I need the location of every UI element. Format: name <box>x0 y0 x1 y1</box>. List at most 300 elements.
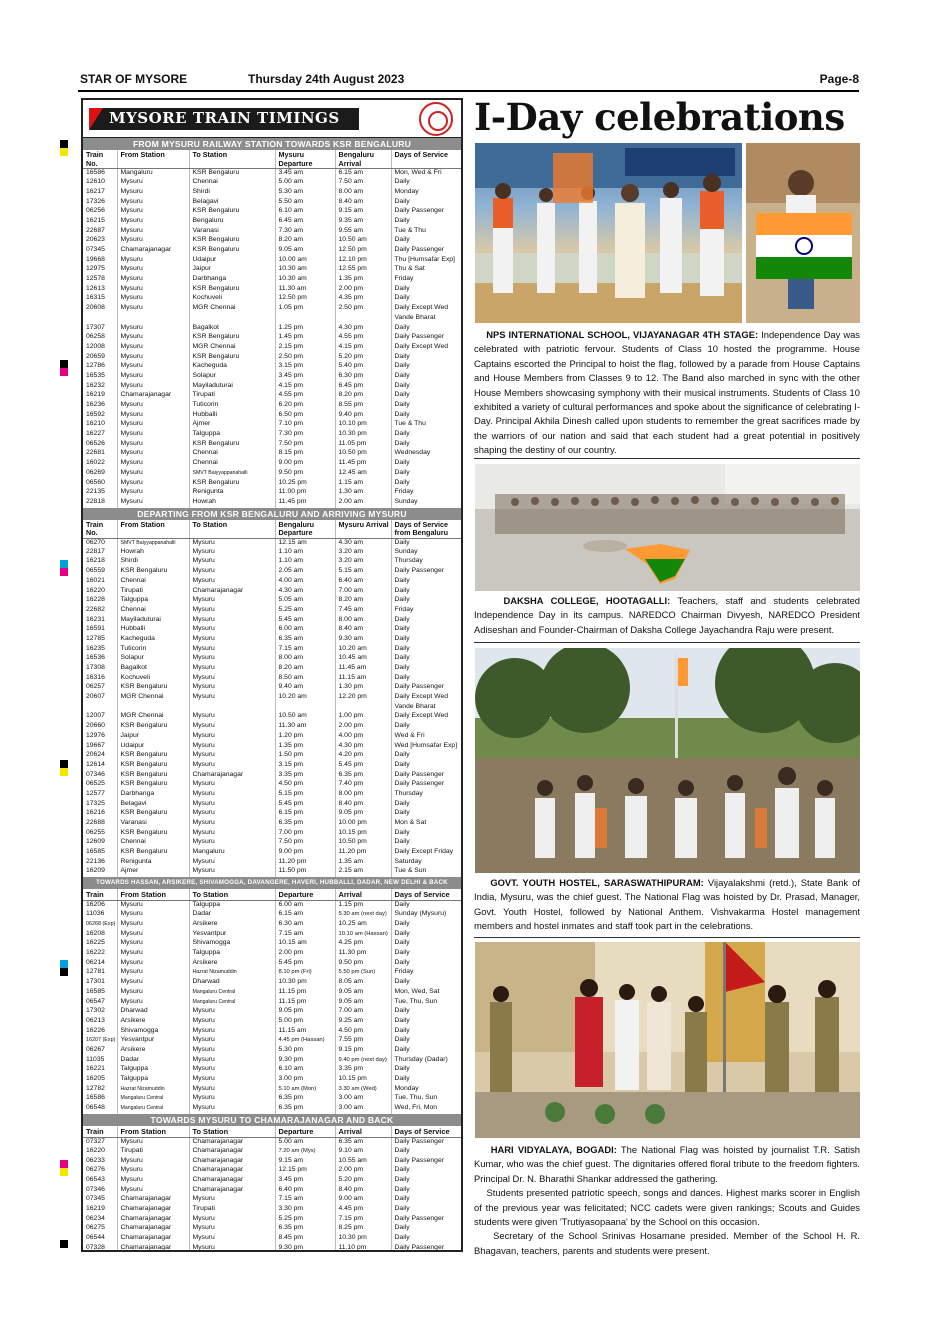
table-cell: 11.15 am <box>275 1027 335 1037</box>
table-cell: KSR Bengaluru <box>189 207 275 217</box>
table-cell: 5.00 am <box>275 178 335 188</box>
table-cell: 06269 <box>83 469 117 479</box>
table-cell: 4.45 pm <box>335 1205 391 1215</box>
table-cell: 5.05 am <box>275 596 335 606</box>
table-cell: Daily Passenger <box>394 1243 444 1251</box>
table-row <box>83 1075 461 1085</box>
table-row <box>83 256 461 266</box>
table-cell: Mysuru <box>117 910 189 920</box>
table-row <box>83 333 461 343</box>
table-cell: Daily <box>394 538 410 546</box>
table-cell: 11035 <box>83 1056 117 1066</box>
table-row <box>83 246 461 256</box>
column-header: From Station <box>117 520 189 539</box>
table-row <box>83 557 461 567</box>
table-cell: 4.30 am <box>275 587 335 597</box>
table-cell: 7.30 am <box>275 227 335 237</box>
table-header-row <box>83 1126 461 1138</box>
table-cell: Mysuru <box>189 557 275 567</box>
table-cell: Mysuru <box>117 469 189 479</box>
table-cell: Mon & Sat <box>394 819 427 826</box>
table-cell: 16586 <box>83 169 117 179</box>
table-cell: Daily <box>394 323 410 331</box>
table-cell: 16228 <box>83 596 117 606</box>
table-row <box>83 1244 461 1252</box>
table-cell: 10.50 am <box>335 236 391 246</box>
table-row <box>83 780 461 790</box>
table-cell: 16220 <box>83 1147 117 1157</box>
table-row <box>83 1195 461 1205</box>
table-cell <box>275 314 335 324</box>
table-cell: 9.50 pm <box>335 959 391 969</box>
table-cell: 6.00 am <box>275 625 335 635</box>
table-cell: Saturday <box>394 857 422 865</box>
table-cell: 1.35 pm <box>275 742 335 752</box>
table-cell: 10.30 pm <box>275 978 335 988</box>
table-cell: Mysuru <box>189 1036 275 1046</box>
table-cell: 9.40 pm <box>335 411 391 421</box>
table-cell: 11.30 am <box>275 722 335 732</box>
table-row <box>83 1007 461 1017</box>
table-cell: 6.15 am <box>275 910 335 920</box>
table-row <box>83 901 461 911</box>
table-cell: 5.45 pm <box>275 800 335 810</box>
table-cell: Kacheguda <box>189 362 275 372</box>
table-cell: 8.50 am <box>275 674 335 684</box>
table-cell: 16227 <box>83 430 117 440</box>
table-cell: Mysuru <box>117 198 189 208</box>
table-cell: 8.40 pm <box>335 800 391 810</box>
table-cell: 10.00 am <box>275 256 335 266</box>
table-cell: Daily <box>394 459 410 467</box>
table-cell: Mysuru <box>189 1104 275 1114</box>
table-cell: Daily <box>394 1195 410 1203</box>
table-cell: Daily Passenger <box>394 1156 444 1164</box>
table-cell: 4.55 pm <box>275 391 335 401</box>
table-cell: Wed [Humsafar Exp] <box>394 741 458 749</box>
table-cell: Tue, Thu, Sun <box>394 997 438 1005</box>
table-cell: Chennai <box>189 178 275 188</box>
table-cell: 16208 <box>83 930 117 940</box>
registration-mark <box>60 1240 68 1248</box>
table-cell: Chamarajanagar <box>117 1205 189 1215</box>
table-row <box>83 761 461 771</box>
table-cell: 16316 <box>83 674 117 684</box>
table-cell: Talguppa <box>117 596 189 606</box>
table-row <box>83 809 461 819</box>
table-cell: Bagalkot <box>189 324 275 334</box>
section-heading: DEPARTING FROM KSR BENGALURU AND ARRIVING MYSURU <box>83 508 461 520</box>
table-cell: Mysuru <box>189 858 275 868</box>
table-cell: Hubballi <box>189 411 275 421</box>
table-cell: Daily <box>394 1007 410 1015</box>
table-cell: Talguppa <box>189 901 275 911</box>
table-cell: Monday <box>394 187 419 195</box>
table-cell: Mysuru <box>189 577 275 587</box>
table-cell: 1.35 am <box>335 858 391 868</box>
table-cell: Mysuru <box>117 324 189 334</box>
table-cell: Mysuru <box>117 265 189 275</box>
table-cell: Daily <box>394 939 410 947</box>
table-cell: 6.35 am <box>335 1137 391 1147</box>
table-cell: 11.50 pm <box>275 867 335 877</box>
table-cell: 11.00 pm <box>275 488 335 498</box>
table-cell: 10.25 pm <box>275 479 335 489</box>
table-cell: Tuticorin <box>189 401 275 411</box>
table-cell: 12008 <box>83 343 117 353</box>
table-cell: Mysuru <box>117 901 189 911</box>
table-cell: 11036 <box>83 910 117 920</box>
table-cell: Chamarajanagar <box>189 1176 275 1186</box>
table-cell: Mysuru <box>189 751 275 761</box>
table-cell: 17326 <box>83 198 117 208</box>
table-cell: 16315 <box>83 294 117 304</box>
table-cell: 12.20 pm <box>335 693 391 703</box>
table-cell: 8.40 pm <box>335 1186 391 1196</box>
table-cell: Daily <box>394 352 410 360</box>
table-cell: 11.45 pm <box>275 498 335 508</box>
column-header: Days of Service <box>391 1126 461 1138</box>
caption-youth-hostel: GOVT. YOUTH HOSTEL, SARASWATHIPURAM: Vijayalakshmi (retd.), State Bank of India, Mysuru, was the chief guest. The National Flag was hoisted by Dr. Prasad, Manager, Govt. Youth Hostel, followed by National Anthem. Vishvakarma Hostel management members and hostel inmates and staff took part in the celebrations. <box>474 877 861 932</box>
table-row <box>83 998 461 1008</box>
table-cell: 11.45 am <box>335 664 391 674</box>
table-cell: 06234 <box>83 1215 117 1225</box>
table-cell: KSR Bengaluru <box>117 829 189 839</box>
table-cell: 9.15 am <box>335 207 391 217</box>
table-cell: Mysuru <box>189 790 275 800</box>
table-cell: 19668 <box>83 256 117 266</box>
table-cell: 4.50 pm <box>275 780 335 790</box>
table-cell: Chamarajanagar <box>189 771 275 781</box>
table-cell: 07327 <box>83 1137 117 1147</box>
table-cell: KSR Bengaluru <box>117 848 189 858</box>
table-cell: 06258 <box>83 333 117 343</box>
table-cell: Mysuru <box>117 207 189 217</box>
table-cell: 9.40 pm (next day) <box>335 1056 391 1066</box>
table-cell: 12.10 pm <box>335 256 391 266</box>
table-header-row <box>83 520 461 539</box>
table-cell: 16585 <box>83 988 117 998</box>
table-cell: Chennai <box>117 577 189 587</box>
table-cell: 16236 <box>83 401 117 411</box>
table-cell: 5.40 pm <box>335 362 391 372</box>
table-cell: 9.30 am <box>335 635 391 645</box>
table-cell: Mon, Wed & Fri <box>394 169 442 176</box>
table-cell: 10.15 pm <box>335 1075 391 1085</box>
table-cell: 12781 <box>83 968 117 978</box>
table-cell: 10.00 pm <box>335 819 391 829</box>
table-cell: Vande Bharat <box>394 702 436 710</box>
table-cell: 8.20 pm <box>335 391 391 401</box>
table-cell: Daily <box>394 586 410 594</box>
table-cell: Chamarajanagar <box>117 391 189 401</box>
table-cell: Talguppa <box>117 1065 189 1075</box>
column-header: From Station <box>117 889 189 901</box>
table-row <box>83 420 461 430</box>
table-cell: Shirdi <box>189 188 275 198</box>
section-heading: TOWARDS HASSAN, ARSIKERE, SHIVAMOGGA, DAVANGERE, HAVERI, HUBBALLI, DADAR, NEW DELHI & BACK <box>83 877 461 889</box>
table-row <box>83 959 461 969</box>
table-cell: 8.00 am <box>335 188 391 198</box>
table-cell: Kochuveli <box>117 674 189 684</box>
table-cell: Chennai <box>189 459 275 469</box>
table-cell: Daily <box>394 468 410 476</box>
table-cell <box>117 314 189 324</box>
table-cell: Dharwad <box>117 1007 189 1017</box>
table-cell: Daily Except Wed <box>394 693 449 701</box>
table-cell: 5.30 pm <box>275 1046 335 1056</box>
table-cell: 3.45 am <box>275 169 335 179</box>
table-row <box>83 401 461 411</box>
table-cell: 1.30 am <box>335 488 391 498</box>
table-cell <box>275 703 335 713</box>
table-cell: Arsikere <box>189 920 275 930</box>
table-cell: 16220 <box>83 587 117 597</box>
column-header: Bengaluru Arrival <box>335 150 391 169</box>
table-cell: Udaipur <box>117 742 189 752</box>
table-cell: Daily Passenger <box>394 1137 444 1145</box>
table-cell: Tirupati <box>189 391 275 401</box>
table-cell: 06526 <box>83 440 117 450</box>
table-cell: KSR Bengaluru <box>189 333 275 343</box>
table-cell: 6.35 am <box>275 635 335 645</box>
table-cell: 9.05 am <box>275 246 335 256</box>
table-cell: Daily <box>394 920 410 927</box>
table-cell: Chamarajanagar <box>117 1224 189 1234</box>
table-row <box>83 275 461 285</box>
table-cell: 8.15 pm <box>275 449 335 459</box>
table-cell: Arsikere <box>117 1017 189 1027</box>
table-cell: 6.35 pm <box>275 1104 335 1114</box>
table-cell: Daily <box>394 216 410 224</box>
table-cell: 7.50 pm <box>275 838 335 848</box>
table-cell: Mysuru <box>189 722 275 732</box>
table-cell: Mangaluru Central <box>117 1094 189 1104</box>
table-cell: 2.15 am <box>335 867 391 877</box>
table-cell: Thursday (Dadar) <box>394 1055 448 1063</box>
table-cell: Shirdi <box>117 557 189 567</box>
table-cell: Daily <box>394 362 410 370</box>
table-cell: Mysuru <box>117 275 189 285</box>
caption-hari-vidyalaya: HARI VIDYALAYA, BOGADI: The National Flag was hoisted by journalist T.R. Satish Kumar, who was the chief guest. The dignitaries offered floral tribute to the freedom fighters. Principal Dr. N. Bharathi Shankar addressed the gathering. Students presented patriotic speech, songs and dances. Highest marks scorer in English of the previous year was felicitated; NCC cadets were given rankings; Scouts and Guides students were given 'Trutiyasopaana' by the School on this occasion. Secretary of the School Srinivas Hosamane presided. Member of the School H. R. Bhagavan, teachers, parents and students were present. <box>474 1144 861 1256</box>
table-cell: 6.40 pm <box>275 1186 335 1196</box>
table-cell: 16205 <box>83 1075 117 1085</box>
table-cell <box>335 703 391 713</box>
column-header: Train <box>83 889 117 901</box>
table-cell: 1.10 am <box>275 557 335 567</box>
table-cell: 12.50 pm <box>275 294 335 304</box>
table-cell: 12610 <box>83 178 117 188</box>
table-cell: Daily <box>394 838 410 846</box>
table-cell: 10.10 am (Hassan) <box>335 930 391 940</box>
table-cell: Chamarajanagar <box>117 1195 189 1205</box>
table-cell: KSR Bengaluru <box>117 780 189 790</box>
table-row <box>83 742 461 752</box>
table-cell: 6.40 am <box>335 577 391 587</box>
table-cell: Mysuru <box>189 693 275 703</box>
table-cell: Mysuru <box>117 1166 189 1176</box>
table-cell: SMVT Baiyyappanahalli <box>117 538 189 548</box>
table-cell: Mysuru <box>117 949 189 959</box>
table-cell: Mysuru <box>117 353 189 363</box>
table-row <box>83 538 461 548</box>
table-row <box>83 294 461 304</box>
table-cell: Daily <box>394 949 410 957</box>
table-cell: Howrah <box>189 498 275 508</box>
table-cell: Mayiladuturai <box>117 616 189 626</box>
table-cell: 16218 <box>83 557 117 567</box>
table-cell: 22135 <box>83 488 117 498</box>
table-cell: Sunday (Mysuru) <box>394 910 447 918</box>
table-cell: MGR Chennai <box>189 343 275 353</box>
table-cell: Mysuru <box>117 304 189 314</box>
table-cell: Daily <box>394 178 410 186</box>
table-cell: 16235 <box>83 645 117 655</box>
table-cell: 9.40 am <box>275 683 335 693</box>
table-cell: 9.15 pm <box>335 1046 391 1056</box>
table-row <box>83 217 461 227</box>
table-cell: 6.15 pm <box>275 809 335 819</box>
table-cell: 22817 <box>83 548 117 558</box>
table-cell: 06267 <box>83 1046 117 1056</box>
table-cell: Chamarajanagar <box>189 1137 275 1147</box>
table-cell: 12578 <box>83 275 117 285</box>
section-heading: FROM MYSURU RAILWAY STATION TOWARDS KSR BENGALURU <box>83 138 461 150</box>
table-cell: 12609 <box>83 838 117 848</box>
table-cell: Daily <box>394 654 410 662</box>
table-cell: 3.45 pm <box>275 372 335 382</box>
table-row <box>83 645 461 655</box>
table-row <box>83 382 461 392</box>
table-cell <box>335 314 391 324</box>
table-cell: 2.00 pm <box>335 285 391 295</box>
table-cell <box>83 703 117 713</box>
table-cell: Hazrat Nizamuddin <box>117 1085 189 1095</box>
table-cell: Arsikere <box>189 959 275 969</box>
table-cell: 2.00 pm <box>335 722 391 732</box>
table-cell: 1.35 pm <box>335 275 391 285</box>
table-cell: 4.55 pm <box>335 333 391 343</box>
table-cell: Mysuru <box>117 479 189 489</box>
table-cell: Mysuru <box>189 1224 275 1234</box>
table-row <box>83 848 461 858</box>
table-cell: 8.20 am <box>275 664 335 674</box>
table-row <box>83 1137 461 1147</box>
table-cell: Daily <box>394 391 410 399</box>
table-cell: 16586 <box>83 1094 117 1104</box>
table-cell: 22681 <box>83 449 117 459</box>
table-cell: Daily Except Wed <box>394 712 449 720</box>
table-cell: 16219 <box>83 1205 117 1215</box>
table-cell: 2.15 pm <box>275 343 335 353</box>
table-cell: 4.15 pm <box>275 382 335 392</box>
table-row <box>83 712 461 722</box>
table-cell: Mysuru <box>189 829 275 839</box>
table-cell: 11.05 pm <box>335 440 391 450</box>
table-cell: 16231 <box>83 616 117 626</box>
table-cell: 10.15 am <box>275 939 335 949</box>
table-cell: Mysuru <box>117 959 189 969</box>
table-cell: Mysuru <box>117 188 189 198</box>
table-cell: Daily <box>394 430 410 438</box>
table-cell: Daily <box>394 197 410 205</box>
table-cell: 11.45 pm <box>335 459 391 469</box>
table-cell: 10.30 am <box>275 275 335 285</box>
table-cell: 16221 <box>83 1065 117 1075</box>
table-cell: Daily <box>394 978 410 986</box>
table-cell: 3.15 pm <box>275 362 335 372</box>
table-cell: 5.25 am <box>275 606 335 616</box>
table-cell: 07345 <box>83 246 117 256</box>
article-divider <box>474 642 860 643</box>
table-cell: Mangaluru Central <box>189 998 275 1008</box>
table-cell: 20659 <box>83 353 117 363</box>
table-cell: 4.25 pm <box>335 939 391 949</box>
table-cell: 10.30 pm <box>335 430 391 440</box>
table-cell: 11.10 pm <box>335 1244 391 1252</box>
table-row <box>83 1186 461 1196</box>
timings-title: MYSORE TRAIN TIMINGS <box>109 109 340 127</box>
table-cell: 06547 <box>83 998 117 1008</box>
table-cell: Renigunta <box>189 488 275 498</box>
table-cell: 06525 <box>83 780 117 790</box>
table-cell: 06560 <box>83 479 117 489</box>
table-cell: Chamarajanagar <box>189 1147 275 1157</box>
table-cell: 17307 <box>83 324 117 334</box>
table-cell: 12.45 am <box>335 469 391 479</box>
table-cell: 9.30 pm <box>275 1244 335 1252</box>
table-cell: 9.00 am <box>335 1195 391 1205</box>
table-row <box>83 469 461 479</box>
table-cell: 8.05 am <box>335 978 391 988</box>
table-cell: Monday <box>394 1084 419 1092</box>
table-cell: Daily <box>394 478 410 486</box>
table-cell: Mysuru <box>117 968 189 978</box>
table-cell: Mysuru <box>117 430 189 440</box>
newspaper-name: STAR OF MYSORE <box>80 72 188 86</box>
table-cell: 5.00 pm <box>275 1017 335 1027</box>
table-cell: 5.30 am <box>275 188 335 198</box>
table-cell: 7.00 am <box>335 1007 391 1017</box>
timetable <box>83 889 461 1114</box>
table-cell <box>189 703 275 713</box>
table-cell: 6.10 am <box>275 207 335 217</box>
photo-youth-hostel <box>475 648 860 873</box>
table-cell: Mysuru <box>117 227 189 237</box>
table-cell: 8.00 am <box>335 616 391 626</box>
table-cell: 11.15 pm <box>275 988 335 998</box>
table-cell: 10.25 am <box>335 920 391 930</box>
table-cell: Daily <box>394 1224 410 1232</box>
table-cell: Daily <box>394 284 410 292</box>
table-cell: 2.00 pm <box>275 949 335 959</box>
registration-mark <box>60 360 68 368</box>
table-cell: Thu & Sat <box>394 265 425 273</box>
table-cell: Mysuru <box>117 930 189 940</box>
table-row <box>83 498 461 508</box>
table-row <box>83 324 461 334</box>
table-row <box>83 800 461 810</box>
table-cell: 7.50 am <box>335 178 391 188</box>
table-cell: 4.50 pm <box>335 1027 391 1037</box>
table-cell: 1.50 pm <box>275 751 335 761</box>
table-cell: Thu [Humsafar Exp] <box>394 255 455 263</box>
table-cell: KSR Bengaluru <box>117 683 189 693</box>
table-cell: Friday <box>394 968 414 976</box>
table-cell: Mysuru <box>117 978 189 988</box>
table-cell: KSR Bengaluru <box>189 236 275 246</box>
table-cell: 2.00 pm <box>335 1166 391 1176</box>
